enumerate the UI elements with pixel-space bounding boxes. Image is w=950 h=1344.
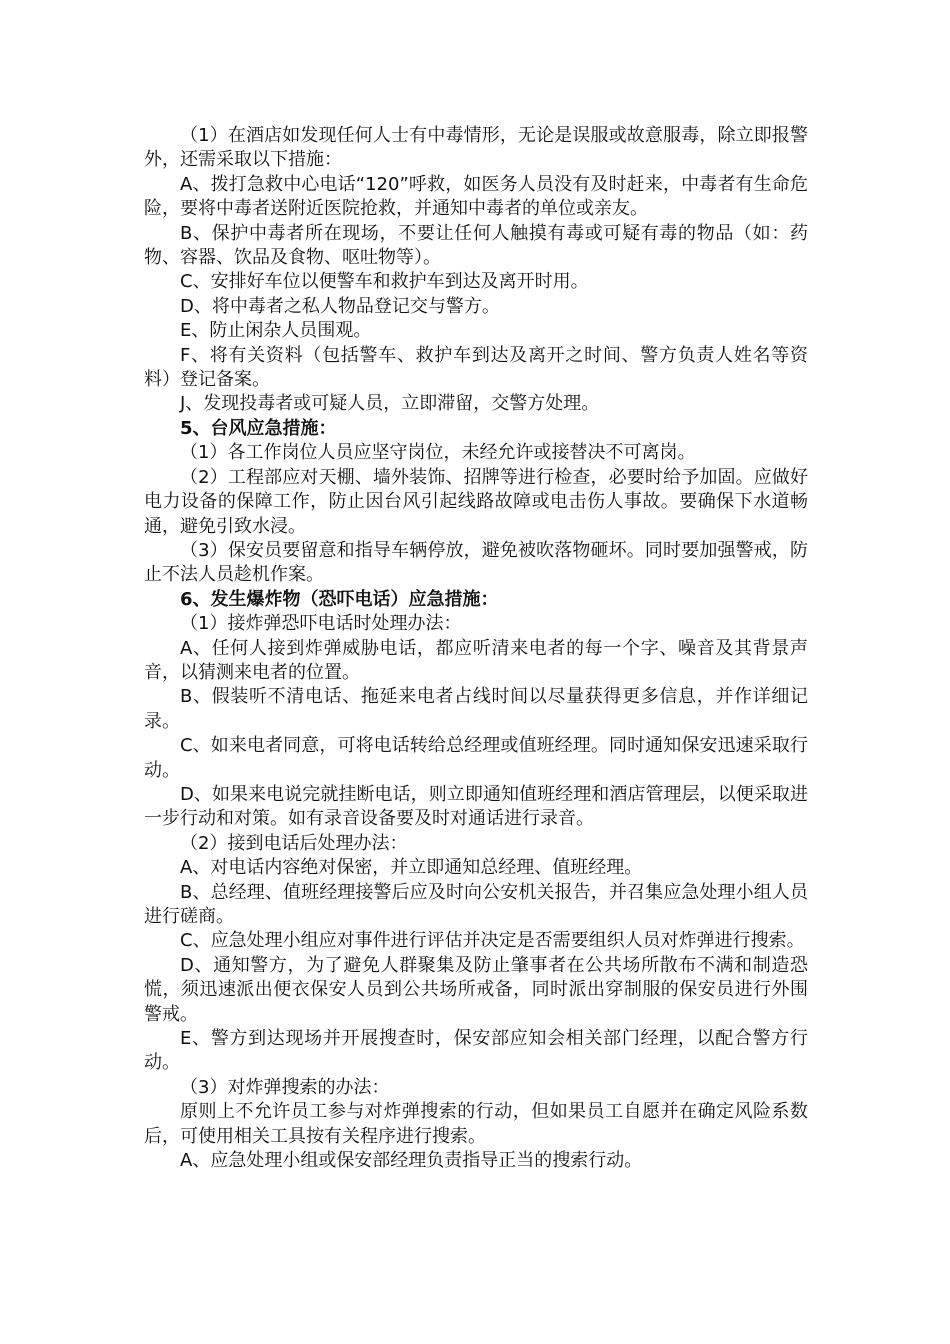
paragraph: A、任何人接到炸弹威胁电话，都应听清来电者的每一个字、噪音及其背景声音，以猜测来电者的位置。 bbox=[144, 637, 808, 683]
paragraph: E、警方到达现场并开展搜查时，保安部应知会相关部门经理，以配合警方行动。 bbox=[144, 1028, 808, 1074]
paragraph: （2）工程部应对天棚、墙外装饰、招牌等进行检查，必要时给予加固。应做好电力设备的保障工作，防止因台风引起线路故障或电击伤人事故。要确保下水道畅通，避免引致水浸。 bbox=[144, 466, 808, 537]
paragraph: （3）对炸弹搜索的办法： bbox=[180, 1076, 390, 1098]
paragraph: C、应急处理小组应对事件进行评估并决定是否需要组织人员对炸弹进行搜索。 bbox=[180, 930, 805, 952]
paragraph: 原则上不允许员工参与对炸弹搜索的行动，但如果员工自愿并在确定风险系数后，可使用相关工具按有关程序进行搜索。 bbox=[144, 1101, 808, 1147]
paragraph: B、假装听不清电话、拖延来电者占线时间以尽量获得更多信息，并作详细记录。 bbox=[144, 686, 808, 732]
paragraph: D、通知警方，为了避免人群聚集及防止肇事者在公共场所散布不满和制造恐慌，须迅速派出便衣保安人员到公共场所戒备，同时派出穿制服的保安员进行外围警戒。 bbox=[144, 954, 808, 1025]
paragraph: A、对电话内容绝对保密，并立即通知总经理、值班经理。 bbox=[180, 857, 643, 879]
section-heading: 6、发生爆炸物（恐吓电话）应急措施： bbox=[180, 588, 499, 610]
paragraph: （1）接炸弹恐吓电话时处理办法： bbox=[180, 613, 462, 635]
paragraph: J、发现投毒者或可疑人员，立即滞留，交警方处理。 bbox=[180, 393, 600, 415]
paragraph: A、拨打急救中心电话“120”呼救，如医务人员没有及时赶来，中毒者有生命危险，要将中毒者送附近医院抢救，并通知中毒者的单位或亲友。 bbox=[144, 173, 808, 220]
paragraph: （3）保安员要留意和指导车辆停放，避免被吹落物砸坏。同时要加强警戒，防止不法人员趁机作案。 bbox=[144, 539, 808, 586]
paragraph: E、防止闲杂人员围观。 bbox=[180, 320, 372, 342]
paragraph: C、安排好车位以便警车和救护车到达及离开时用。 bbox=[180, 271, 589, 293]
section-heading: 5、台风应急措施： bbox=[180, 417, 337, 439]
paragraph: D、将中毒者之私人物品登记交与警方。 bbox=[180, 295, 500, 317]
paragraph: C、如来电者同意，可将电话转给总经理或值班经理。同时通知保安迅速采取行动。 bbox=[144, 735, 808, 781]
paragraph: B、总经理、值班经理接警后应及时向公安机关报告，并召集应急处理小组人员进行磋商。 bbox=[144, 881, 808, 927]
paragraph: A、应急处理小组或保安部经理负责指导正当的搜索行动。 bbox=[180, 1150, 643, 1172]
paragraph: （1）在酒店如发现任何人士有中毒情形，无论是误服或故意服毒，除立即报警外，还需采取以下措施： bbox=[144, 125, 808, 171]
paragraph: F、将有关资料（包括警车、救护车到达及离开之时间、警方负责人姓名等资料）登记备案。 bbox=[144, 344, 808, 391]
paragraph: （2）接到电话后处理办法： bbox=[180, 832, 408, 854]
paragraph: （1）各工作岗位人员应坚守岗位，未经允许或接替决不可离岗。 bbox=[180, 442, 696, 464]
document-body bbox=[144, 124, 808, 1173]
paragraph: B、保护中毒者所在现场，不要让任何人触摸有毒或可疑有毒的物品（如：药物、容器、饮品及食物、呕吐物等）。 bbox=[144, 222, 808, 269]
paragraph: D、如果来电说完就挂断电话，则立即通知值班经理和酒店管理层，以便采取进一步行动和对策。如有录音设备要及时对通话进行录音。 bbox=[144, 783, 808, 830]
